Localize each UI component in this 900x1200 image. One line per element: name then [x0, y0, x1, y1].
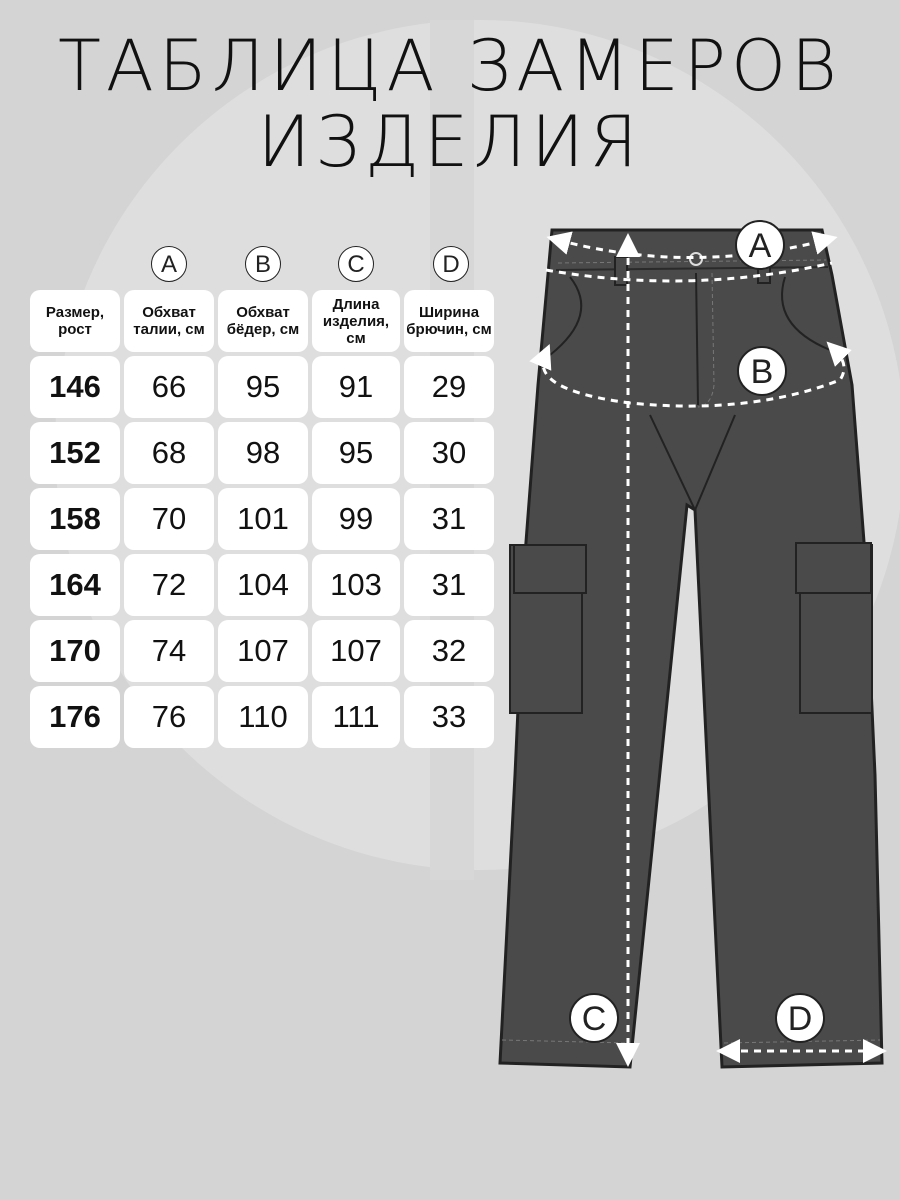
table-cell: 104: [218, 554, 308, 616]
header-size: Размер, рост: [30, 290, 120, 352]
table-cell: 70: [124, 488, 214, 550]
table-cell: 66: [124, 356, 214, 418]
header-hips: Обхват бёдер, см: [218, 290, 308, 352]
table-cell: 91: [312, 356, 400, 418]
table-cell: 33: [404, 686, 494, 748]
letter-a: A: [151, 246, 187, 282]
table-cell: 170: [30, 620, 120, 682]
table-cell: 111: [312, 686, 400, 748]
table-cell: 76: [124, 686, 214, 748]
letter-d: D: [433, 246, 469, 282]
table-cell: 31: [404, 488, 494, 550]
header-length: Длина изделия, см: [312, 290, 400, 352]
pants-diagram: [490, 215, 890, 1085]
badge-a: [736, 221, 784, 269]
table-cell: 32: [404, 620, 494, 682]
svg-text:D: D: [787, 1000, 813, 1038]
letter-c: C: [338, 246, 374, 282]
table-cell: 29: [404, 356, 494, 418]
table-cell: 158: [30, 488, 120, 550]
svg-text:C: C: [581, 1000, 607, 1038]
table-cell: 74: [124, 620, 214, 682]
badge-b: [738, 347, 786, 395]
title-line-2: ИЗДЕЛИЯ: [257, 101, 643, 183]
badge-d: [776, 994, 824, 1042]
table-cell: 164: [30, 554, 120, 616]
svg-text:A: A: [748, 227, 772, 265]
table-cell: 107: [218, 620, 308, 682]
table-cell: 95: [312, 422, 400, 484]
svg-text:B: B: [750, 353, 774, 391]
table-cell: 107: [312, 620, 400, 682]
header-waist: Обхват талии, см: [124, 290, 214, 352]
table-cell: 110: [218, 686, 308, 748]
table-cell: 101: [218, 488, 308, 550]
badge-c: [570, 994, 618, 1042]
table-cell: 103: [312, 554, 400, 616]
table-cell: 176: [30, 686, 120, 748]
header-leg-width: Ширина брючин, см: [404, 290, 494, 352]
table-cell: 68: [124, 422, 214, 484]
table-cell: 95: [218, 356, 308, 418]
title-line-1: ТАБЛИЦА ЗАМЕРОВ: [58, 25, 842, 107]
table-cell: 146: [30, 356, 120, 418]
table-cell: 99: [312, 488, 400, 550]
table-cell: 152: [30, 422, 120, 484]
table-cell: 72: [124, 554, 214, 616]
page-title: [0, 25, 900, 183]
table-cell: 31: [404, 554, 494, 616]
table-cell: 30: [404, 422, 494, 484]
table-cell: 98: [218, 422, 308, 484]
button-icon: [690, 253, 702, 265]
letter-b: B: [245, 246, 281, 282]
